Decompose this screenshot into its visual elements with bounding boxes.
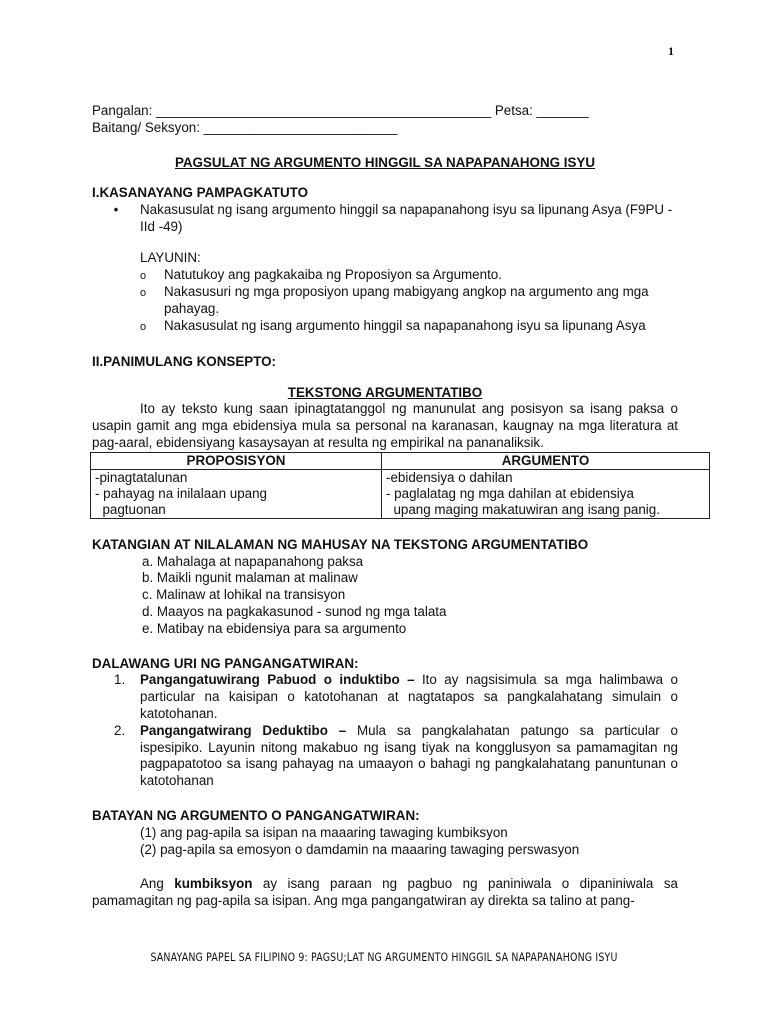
layunin-label: LAYUNIN: (140, 249, 201, 265)
uri-term: Pangangatuwirang Pabuod o induktibo – (140, 672, 415, 688)
kumbiksyon-term: kumbiksyon (174, 876, 253, 892)
katangian-item: a. Mahalaga at napapanahong paksa (142, 553, 364, 569)
cell-line: - paglalatag ng mga dahilan at ebidensiya (386, 485, 634, 501)
table-row (91, 469, 710, 518)
circle-bullet-icon: o (140, 320, 147, 333)
argumentatibo-paragraph: Ito ay teksto kung saan ipinagtatanggol ng manunulat ang posisyon sa isang paksa o usapin gamit ang mga ebidensiya mula sa personal na karanasan, kaugnay na mga literatura at pag-aaral, ebidensiyang kasaysayan at resulta ng empirikal na pananaliksik. (92, 401, 678, 450)
competency-text: Nakasusulat ng isang argumento hinggil sa napapanahong isyu sa lipunang Asya (F9PU -IId -49) (140, 202, 673, 234)
objective-item (92, 284, 678, 318)
page-footer: SANAYANG PAPEL SA FILIPINO 9: PAGSU;LAT NG ARGUMENTO HINGGIL SA NAPAPANAHONG ISYU (150, 950, 618, 964)
cell-line: upang maging makatuwiran ang isang panig. (386, 501, 660, 517)
uri-item (92, 672, 678, 722)
katangian-heading: KATANGIAN AT NILALAMAN NG MAHUSAY NA TEKSTONG ARGUMENTATIBO (92, 536, 589, 552)
cell-line: -ebidensiya o dahilan (386, 469, 513, 485)
page-number: 1 (668, 44, 674, 58)
uri-desc: Ito ay nagsisimula sa mga halimbawa o particular na kaisipan o katotohanan at nagtatapos sa pangkalahatang simulain o katotohanan. (140, 672, 678, 721)
objective-item (92, 318, 678, 336)
table-cell-proposisyon (91, 469, 382, 518)
document-body (92, 103, 678, 910)
dalawang-uri-heading: DALAWANG URI NG PANGANGATWIRAN: (92, 655, 359, 671)
cell-line: -pinagtatalunan (95, 469, 188, 485)
katangian-item: c. Malinaw at lohikal na transisyon (142, 587, 346, 603)
batayan-item: (1) ang pag-apila sa isipan na maaaring tawaging kumbiksyon (140, 824, 508, 840)
objective-text: Natutukoy ang pagkakaiba ng Proposiyon sa Argumento. (164, 266, 502, 282)
circle-bullet-icon: o (140, 287, 147, 300)
kumbiksyon-paragraph (92, 876, 678, 910)
uri-item (92, 723, 678, 790)
cell-line: - pahayag na inilalaan upang (95, 485, 267, 501)
katangian-item: d. Maayos na pagkakasunod - sunod ng mga talata (142, 603, 447, 619)
section-1-heading: I.KASANAYANG PAMPAGKATUTO (92, 185, 309, 201)
objective-text: Nakasusulat ng isang argumento hinggil sa napapanahong isyu sa lipunang Asya (164, 317, 646, 333)
document-title: PAGSULAT NG ARGUMENTO HINGGIL SA NAPAPANAHONG ISYU (174, 154, 596, 170)
competency-bullet (92, 202, 678, 236)
name-date-line: Pangalan: _____________________________________________ Petsa: _______ (92, 103, 589, 118)
section-2-heading: II.PANIMULANG KONSEPTO: (92, 353, 277, 369)
katangian-item: b. Maikli ngunit malaman at malinaw (142, 570, 358, 586)
objective-text: Nakasusuri ng mga proposiyon upang mabigyang angkop na argumento ang mga pahayag. (164, 284, 649, 317)
item-number: 1. (114, 672, 126, 688)
para-start: Ang (140, 876, 175, 892)
grade-section-line: Baitang/ Seksyon: __________________________ (92, 119, 398, 135)
item-number: 2. (114, 722, 126, 738)
table-header-row (91, 452, 710, 469)
proposisyon-argumento-table (90, 452, 710, 519)
cell-line: pagtuonan (95, 501, 166, 517)
batayan-heading: BATAYAN NG ARGUMENTO O PANGANGATWIRAN: (92, 807, 420, 823)
uri-text (140, 723, 678, 790)
bullet-icon: • (113, 202, 119, 218)
circle-bullet-icon: o (140, 269, 147, 282)
uri-text (140, 672, 678, 722)
katangian-item: e. Matibay na ebidensiya para sa argumento (142, 620, 407, 636)
para-rest: ay isang paraan ng pagbuo ng paniniwala o dipaniniwala sa pamamagitan ng pag-apila sa isipan. Ang mga pangangatwiran ay direkta sa talino at pang- (92, 876, 678, 909)
batayan-item: (2) pag-apila sa emosyon o damdamin na maaaring tawaging perswasyon (140, 841, 580, 857)
table-header: PROPOSISYON (91, 452, 382, 469)
uri-term: Pangangatwirang Deduktibo – (140, 722, 347, 738)
uri-desc: Mula sa pangkalahatan patungo sa particular o ispesipiko. Layunin nitong makabuo ng isang tiyak na kongglusyon sa pamamagitan ng pagpapatotoo sa isang pahayag na umaayon o bahagi ng pangkalahatang panuntunan o katotohanan (140, 722, 678, 789)
objective-item (92, 267, 678, 285)
table-cell-argumento (382, 469, 710, 518)
table-header: ARGUMENTO (382, 452, 710, 469)
tekstong-argumentatibo-heading: TEKSTONG ARGUMENTATIBO (287, 384, 483, 400)
